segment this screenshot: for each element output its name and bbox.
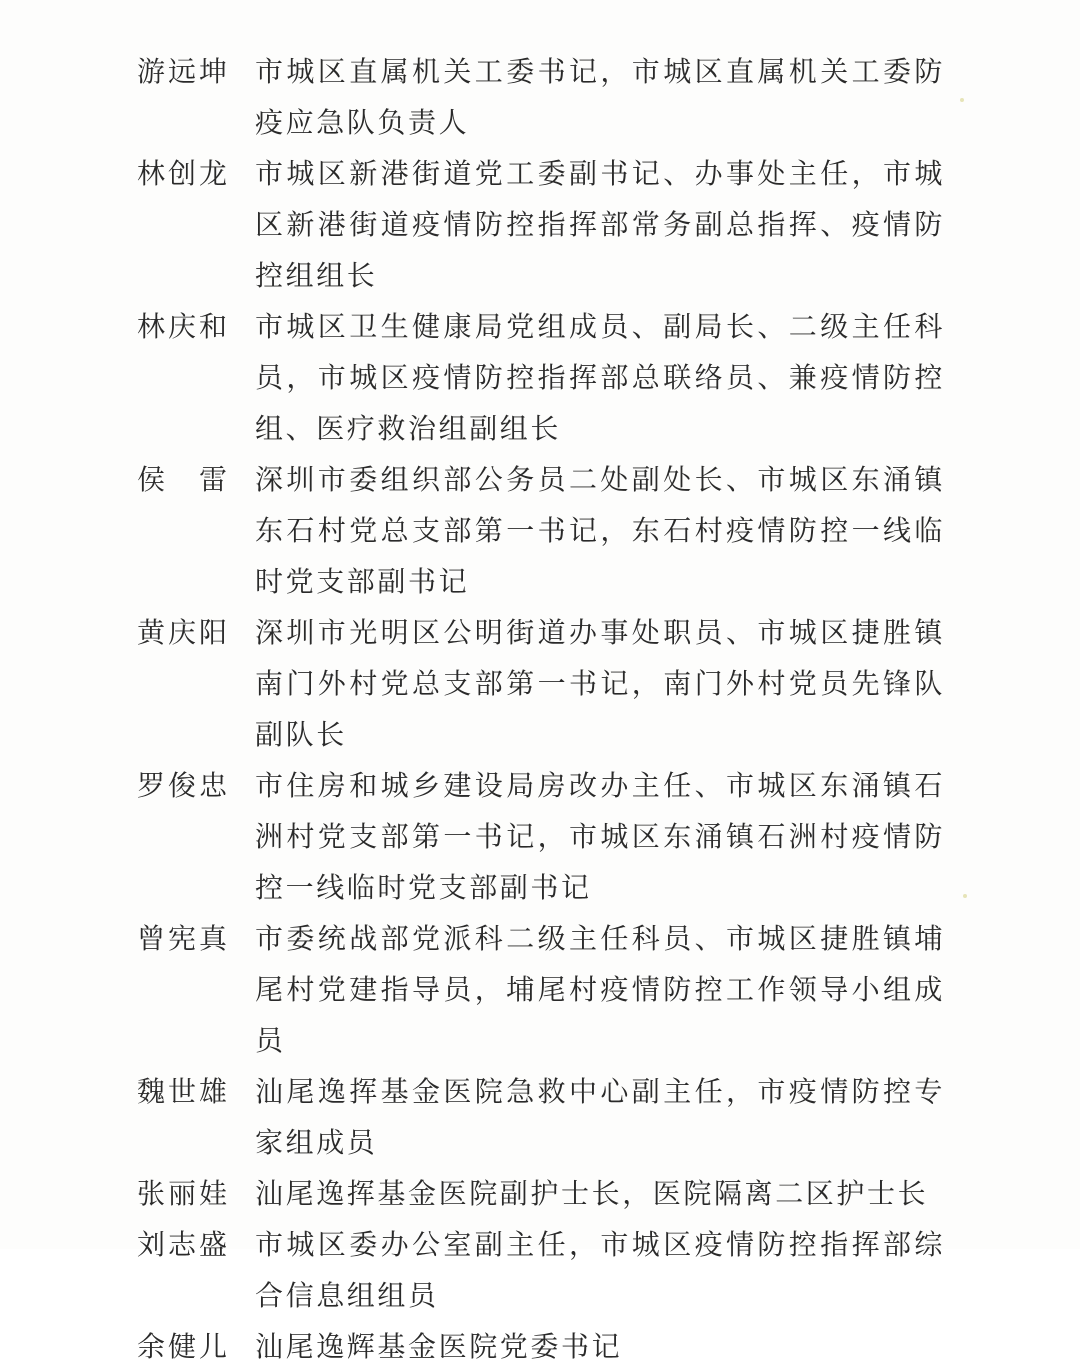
list-item	[0, 301, 1080, 454]
list-item	[0, 148, 1080, 301]
person-position: 深圳市光明区公明街道办事处职员、市城区捷胜镇南门外村党总支部第一书记，南门外村党员先锋队副队长	[255, 616, 945, 751]
person-name: 魏世雄	[137, 1075, 231, 1108]
person-name: 余健儿	[137, 1330, 231, 1363]
person-name: 林创龙	[137, 157, 231, 190]
person-position: 汕尾逸辉基金医院党委书记	[255, 1330, 623, 1363]
person-name: 黄庆阳	[137, 616, 231, 649]
person-name: 罗俊忠	[137, 769, 231, 802]
list-item	[0, 46, 1080, 148]
person-position: 汕尾逸挥基金医院副护士长，医院隔离二区护士长	[255, 1177, 929, 1210]
commendation-list	[0, 46, 1080, 1372]
list-item	[0, 913, 1080, 1066]
list-item	[0, 1168, 1080, 1219]
person-position: 汕尾逸挥基金医院急救中心副主任，市疫情防控专家组成员	[255, 1075, 945, 1159]
list-item	[0, 1219, 1080, 1321]
person-position: 市城区委办公室副主任，市城区疫情防控指挥部综合信息组组员	[255, 1228, 945, 1312]
person-name: 刘志盛	[137, 1228, 231, 1261]
person-position: 市城区卫生健康局党组成员、副局长、二级主任科员，市城区疫情防控指挥部总联络员、兼疫情防控组、医疗救治组副组长	[255, 310, 945, 445]
person-position: 市住房和城乡建设局房改办主任、市城区东涌镇石洲村党支部第一书记，市城区东涌镇石洲村疫情防控一线临时党支部副书记	[255, 769, 945, 904]
person-position: 市城区新港街道党工委副书记、办事处主任，市城区新港街道疫情防控指挥部常务副总指挥、疫情防控组组长	[255, 157, 945, 292]
list-item	[0, 1066, 1080, 1168]
person-position: 市城区直属机关工委书记，市城区直属机关工委防疫应急队负责人	[255, 55, 945, 139]
person-position: 深圳市委组织部公务员二处副处长、市城区东涌镇东石村党总支部第一书记，东石村疫情防控一线临时党支部副书记	[255, 463, 945, 598]
list-item	[0, 454, 1080, 607]
list-item	[0, 1321, 1080, 1372]
person-name: 张丽娃	[137, 1177, 231, 1210]
person-name: 侯 雷	[137, 463, 231, 496]
list-item	[0, 607, 1080, 760]
person-position: 市委统战部党派科二级主任科员、市城区捷胜镇埔尾村党建指导员，埔尾村疫情防控工作领导小组成员	[255, 922, 945, 1057]
person-name: 游远坤	[137, 55, 231, 88]
list-item	[0, 760, 1080, 913]
person-name: 曾宪真	[137, 922, 231, 955]
person-name: 林庆和	[137, 310, 231, 343]
